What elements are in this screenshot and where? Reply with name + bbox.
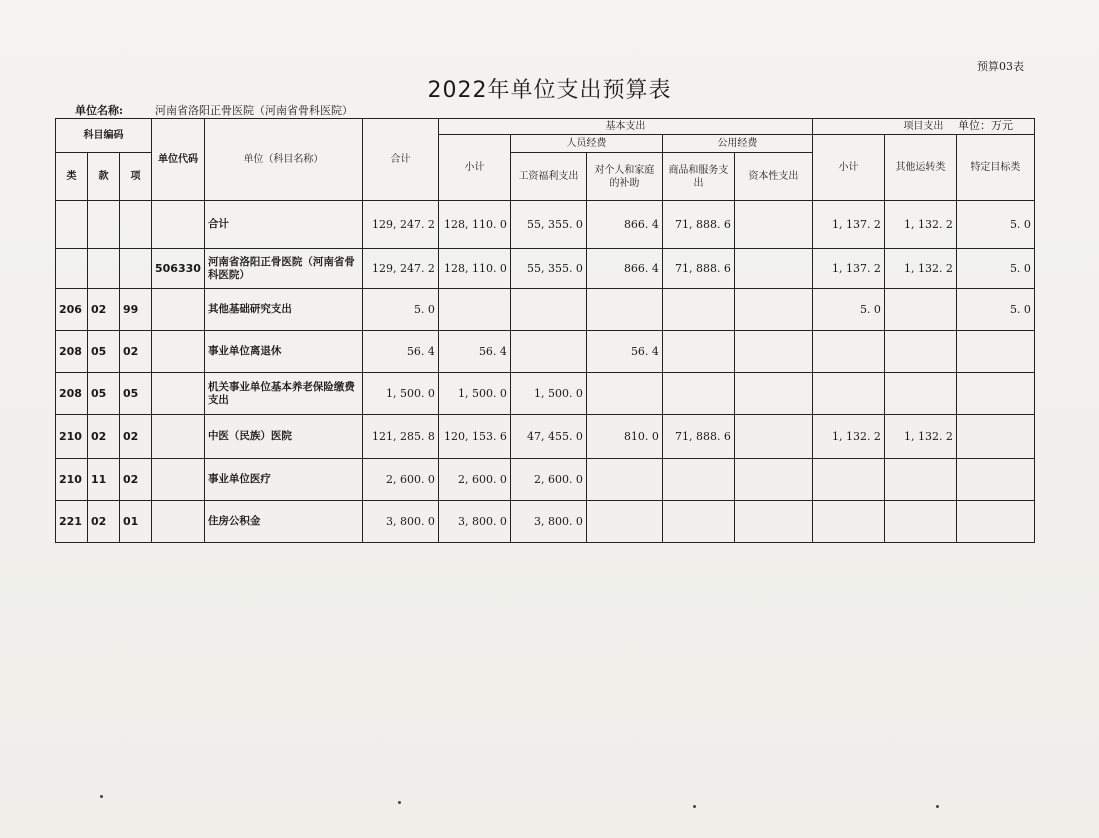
header-basic-subtotal: 小计 [438,135,510,201]
scan-speck [693,805,696,808]
cell-kuan [88,201,120,249]
cell-basic-subtotal: 120, 153. 6 [438,415,510,459]
cell-other-transfer [884,331,956,373]
cell-goods [662,373,734,415]
cell-total: 3, 800. 0 [362,501,438,543]
cell-goods [662,289,734,331]
cell-wages [510,331,586,373]
cell-subsidy: 866. 4 [586,201,662,249]
cell-unit-code [152,373,205,415]
cell-lei: 210 [56,415,88,459]
cell-name: 事业单位医疗 [204,459,362,501]
cell-subsidy: 810. 0 [586,415,662,459]
cell-project-subtotal: 5. 0 [812,289,884,331]
cell-project-subtotal: 1, 132. 2 [812,415,884,459]
budget-table [55,118,1035,543]
cell-kuan: 02 [88,289,120,331]
cell-capital [734,501,812,543]
cell-xiang: 05 [120,373,152,415]
cell-wages [510,289,586,331]
header-basic-expenditure: 基本支出 [438,119,812,135]
header-other-transfer: 其他运转类 [884,135,956,201]
cell-other-transfer [884,289,956,331]
header-total: 合计 [362,119,438,201]
cell-subsidy: 866. 4 [586,249,662,289]
cell-subsidy [586,373,662,415]
cell-total: 1, 500. 0 [362,373,438,415]
cell-capital [734,201,812,249]
cell-name: 中医（民族）医院 [204,415,362,459]
cell-kuan: 02 [88,415,120,459]
cell-project-subtotal [812,501,884,543]
scan-speck [936,805,939,808]
unit-name-value: 河南省洛阳正骨医院（河南省骨科医院） [155,104,353,117]
cell-total: 2, 600. 0 [362,459,438,501]
header-kuan: 款 [88,153,120,201]
cell-other-transfer: 1, 132. 2 [884,415,956,459]
cell-wages: 55, 355. 0 [510,249,586,289]
header-goods-services: 商品和服务支出 [662,153,734,201]
cell-unit-code: 506330 [152,249,205,289]
cell-total: 129, 247. 2 [362,249,438,289]
cell-lei [56,249,88,289]
cell-project-subtotal: 1, 137. 2 [812,201,884,249]
cell-basic-subtotal [438,289,510,331]
cell-other-transfer [884,459,956,501]
cell-name: 合计 [204,201,362,249]
cell-basic-subtotal: 3, 800. 0 [438,501,510,543]
cell-kuan [88,249,120,289]
cell-project-subtotal [812,331,884,373]
cell-specific [956,373,1034,415]
cell-lei: 221 [56,501,88,543]
cell-kuan: 05 [88,373,120,415]
cell-wages: 1, 500. 0 [510,373,586,415]
header-project-subtotal: 小计 [812,135,884,201]
cell-goods: 71, 888. 6 [662,249,734,289]
cell-lei [56,201,88,249]
cell-basic-subtotal: 128, 110. 0 [438,249,510,289]
cell-specific [956,501,1034,543]
table-row [56,289,1035,331]
table-row [56,459,1035,501]
cell-capital [734,331,812,373]
cell-specific: 5. 0 [956,289,1034,331]
cell-project-subtotal [812,459,884,501]
cell-kuan: 02 [88,501,120,543]
cell-specific [956,459,1034,501]
cell-wages: 47, 455. 0 [510,415,586,459]
cell-xiang: 02 [120,415,152,459]
cell-unit-code [152,459,205,501]
cell-specific: 5. 0 [956,249,1034,289]
header-unit-subject-name: 单位（科目名称） [204,119,362,201]
cell-specific [956,331,1034,373]
cell-goods [662,459,734,501]
cell-unit-code [152,289,205,331]
cell-goods [662,331,734,373]
header-wages: 工资福利支出 [510,153,586,201]
cell-name: 事业单位离退休 [204,331,362,373]
cell-subsidy: 56. 4 [586,331,662,373]
cell-goods: 71, 888. 6 [662,201,734,249]
cell-subsidy [586,459,662,501]
cell-basic-subtotal: 2, 600. 0 [438,459,510,501]
cell-total: 121, 285. 8 [362,415,438,459]
cell-wages: 2, 600. 0 [510,459,586,501]
header-public-funds: 公用经费 [662,135,812,153]
cell-xiang: 02 [120,331,152,373]
cell-wages: 3, 800. 0 [510,501,586,543]
cell-project-subtotal: 1, 137. 2 [812,249,884,289]
cell-basic-subtotal: 1, 500. 0 [438,373,510,415]
header-specific-target: 特定目标类 [956,135,1034,201]
cell-wages: 55, 355. 0 [510,201,586,249]
cell-lei: 208 [56,331,88,373]
cell-kuan: 11 [88,459,120,501]
unit-name-label: 单位名称: [75,104,124,117]
cell-unit-code [152,331,205,373]
header-personnel-funds: 人员经费 [510,135,662,153]
cell-subsidy [586,289,662,331]
cell-kuan: 05 [88,331,120,373]
scan-speck [398,801,401,804]
cell-other-transfer [884,501,956,543]
cell-other-transfer [884,373,956,415]
cell-name: 河南省洛阳正骨医院（河南省骨科医院） [204,249,362,289]
cell-basic-subtotal: 128, 110. 0 [438,201,510,249]
cell-capital [734,415,812,459]
cell-xiang: 99 [120,289,152,331]
table-row [56,373,1035,415]
header-subject-code: 科目编码 [56,119,152,153]
table-row [56,501,1035,543]
cell-xiang: 02 [120,459,152,501]
cell-capital [734,249,812,289]
cell-capital [734,289,812,331]
cell-unit-code [152,415,205,459]
cell-total: 5. 0 [362,289,438,331]
cell-lei: 210 [56,459,88,501]
header-project-expenditure: 项目支出 [812,119,1034,135]
cell-specific: 5. 0 [956,201,1034,249]
cell-xiang [120,201,152,249]
table-row [56,249,1035,289]
cell-name: 机关事业单位基本养老保险缴费支出 [204,373,362,415]
cell-xiang [120,249,152,289]
header-unit-code: 单位代码 [152,119,205,201]
money-unit-label: 单位：万元 [958,119,1013,132]
cell-name: 住房公积金 [204,501,362,543]
cell-subsidy [586,501,662,543]
header-capital: 资本性支出 [734,153,812,201]
form-number: 预算03表 [977,60,1024,73]
cell-unit-code [152,501,205,543]
header-lei: 类 [56,153,88,201]
header-xiang: 项 [120,153,152,201]
table-row [56,331,1035,373]
cell-specific [956,415,1034,459]
page-title: 2022年单位支出预算表 [427,78,672,103]
cell-project-subtotal [812,373,884,415]
header-subsidy: 对个人和家庭的补助 [586,153,662,201]
cell-lei: 208 [56,373,88,415]
cell-goods: 71, 888. 6 [662,415,734,459]
cell-other-transfer: 1, 132. 2 [884,201,956,249]
cell-capital [734,373,812,415]
table-row [56,415,1035,459]
cell-basic-subtotal: 56. 4 [438,331,510,373]
cell-name: 其他基础研究支出 [204,289,362,331]
cell-other-transfer: 1, 132. 2 [884,249,956,289]
scan-speck [100,795,103,798]
cell-total: 129, 247. 2 [362,201,438,249]
table-row [56,201,1035,249]
cell-xiang: 01 [120,501,152,543]
cell-unit-code [152,201,205,249]
cell-goods [662,501,734,543]
cell-total: 56. 4 [362,331,438,373]
cell-capital [734,459,812,501]
cell-lei: 206 [56,289,88,331]
